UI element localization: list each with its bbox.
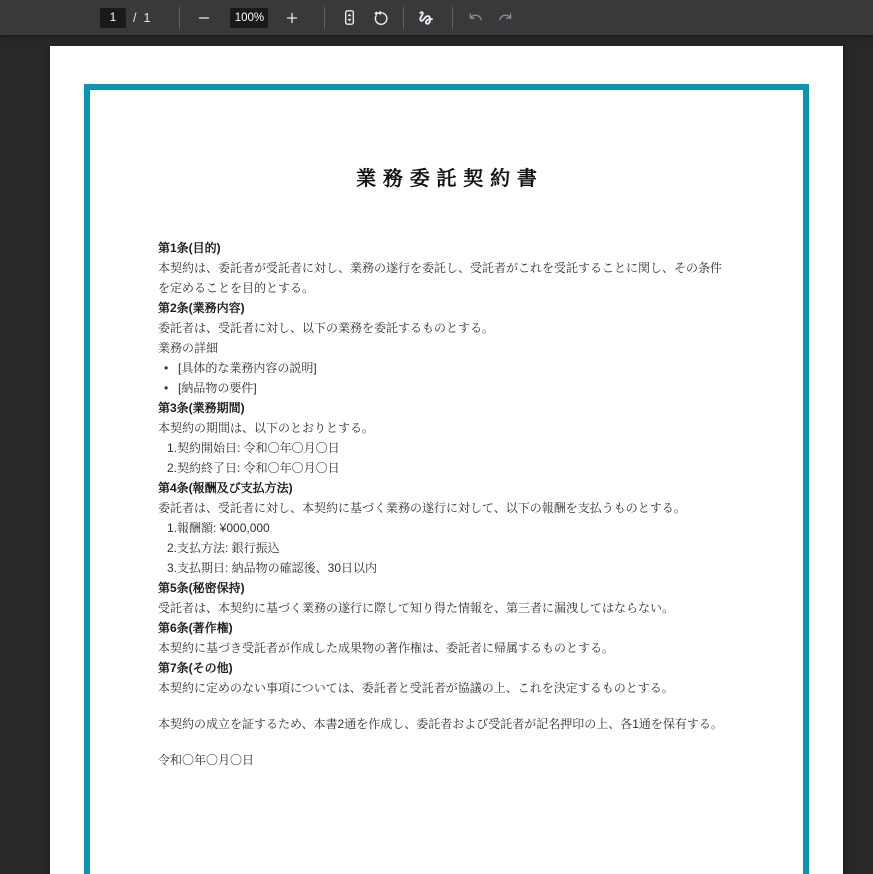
list-item: 1.契約開始日: 令和〇年〇月〇日 (167, 441, 340, 455)
article-4-heading: 第4条(報酬及び支払方法) (158, 481, 293, 495)
plus-icon (285, 11, 299, 25)
pdf-viewport[interactable] (0, 35, 873, 874)
fit-to-page-button[interactable] (336, 5, 362, 31)
annotate-button[interactable] (413, 5, 439, 31)
article-6-body: 本契約に基づき受託者が作成した成果物の著作権は、委託者に帰属するものとする。 (158, 641, 615, 655)
pdf-toolbar (0, 0, 873, 35)
contract-date: 令和〇年〇月〇日 (158, 753, 255, 767)
list-item: 2.支払方法: 銀行振込 (167, 541, 280, 555)
page-count: 1 (143, 10, 151, 25)
article-5-body: 受託者は、本契約に基づく業務の遂行に際して知り得た情報を、第三者に漏洩してはならない。 (158, 601, 675, 615)
undo-icon (467, 9, 484, 26)
zoom-in-button[interactable] (279, 5, 305, 31)
redo-button[interactable] (492, 5, 518, 31)
list-item: 2.契約終了日: 令和〇年〇月〇日 (167, 461, 340, 475)
undo-button[interactable] (462, 5, 488, 31)
pdf-page (50, 46, 843, 874)
article-5-heading: 第5条(秘密保持) (158, 581, 245, 595)
list-item: • [具体的な業務内容の説明] (158, 358, 724, 378)
document-title: 業務委託契約書 (356, 168, 544, 190)
page-separator: / (133, 10, 137, 25)
article-2-heading: 第2条(業務内容) (158, 301, 245, 315)
document-content (158, 238, 724, 770)
article-3-heading: 第3条(業務期間) (158, 401, 245, 415)
page-number-input[interactable] (100, 8, 126, 28)
article-1-heading: 第1条(目的) (158, 241, 221, 255)
article-2-body: 委託者は、受託者に対し、以下の業務を委託するものとする。 (158, 321, 495, 335)
article-2-bullet-list (158, 358, 724, 398)
toolbar-divider (179, 7, 180, 29)
article-7-heading: 第7条(その他) (158, 661, 233, 675)
toolbar-divider (403, 7, 404, 29)
draw-annotate-icon (417, 9, 435, 27)
list-item: 1.報酬額: ¥000,000 (167, 521, 270, 535)
fit-to-page-icon (341, 9, 358, 26)
article-2-subtitle: 業務の詳細 (158, 341, 219, 355)
closing-statement: 本契約の成立を証するため、本書2通を作成し、委託者および受託者が記名押印の上、各1通を保有する。 (158, 717, 723, 731)
minus-icon (197, 11, 211, 25)
zoom-level[interactable]: 100% (230, 8, 268, 28)
toolbar-divider (324, 7, 325, 29)
article-6-heading: 第6条(著作権) (158, 621, 233, 635)
article-4-numbered-list (158, 518, 724, 578)
article-3-numbered-list (158, 438, 724, 478)
article-1-body: 本契約は、委託者が受託者に対し、業務の遂行を委託し、受託者がこれを受託することに関し、その条件を定めることを目的とする。 (158, 261, 723, 295)
article-7-body: 本契約に定めのない事項については、委託者と受託者が協議の上、これを決定するものとする。 (158, 681, 674, 695)
toolbar-divider (452, 7, 453, 29)
article-3-body: 本契約の期間は、以下のとおりとする。 (158, 421, 375, 435)
rotate-button[interactable] (368, 5, 394, 31)
list-item: • [納品物の要件] (158, 378, 724, 398)
zoom-out-button[interactable] (191, 5, 217, 31)
article-4-body: 委託者は、受託者に対し、本契約に基づく業務の遂行に対して、以下の報酬を支払うものとする。 (158, 501, 686, 515)
rotate-counterclockwise-icon (372, 9, 390, 27)
list-item: 3.支払期日: 納品物の確認後、30日以内 (167, 561, 378, 575)
redo-icon (497, 9, 514, 26)
